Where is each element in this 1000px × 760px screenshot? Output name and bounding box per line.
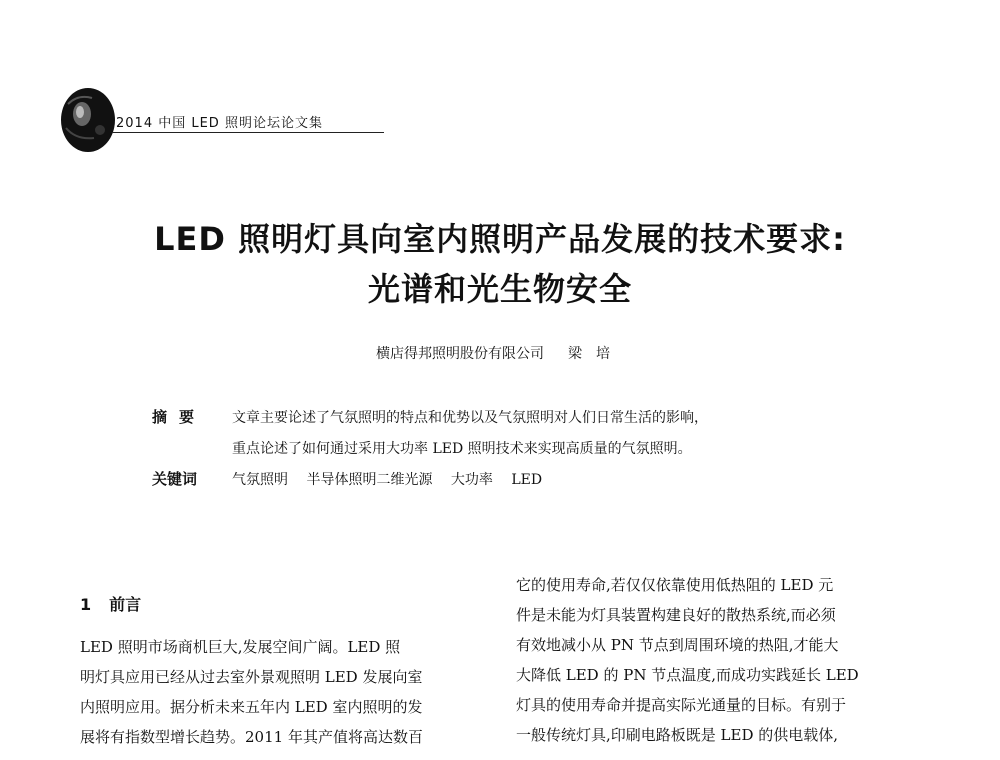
series-title: 2014 中国 LED 照明论坛论文集 [116,116,323,131]
left-column-line: 展将有指数型增长趋势。2011 年其产值将高达数百 [80,728,423,746]
section-heading [80,592,141,615]
abstract-text-line-2: 重点论述了如何通过采用大功率 LED 照明技术来实现高质量的气氛照明。 [232,441,692,457]
keywords-text: 气氛照明 半导体照明二维光源 大功率 LED [232,472,543,488]
section-number: 1 [80,595,92,614]
title-line-2: 光谱和光生物安全 [367,270,632,308]
abstract-label: 摘要 [152,408,207,426]
right-column-line: 有效地减小从 PN 节点到周围环境的热阻,才能大 [516,636,839,654]
author-name: 梁培 [568,346,624,362]
keywords-label: 关键词 [152,470,198,488]
right-column-line: 它的使用寿命,若仅仅依靠使用低热阻的 LED 元 [516,576,834,594]
conference-logo [58,84,118,154]
left-column-line: 明灯具应用已经从过去室外景观照明 LED 发展向室 [80,668,423,686]
section-title: 前言 [109,595,142,614]
affiliation [0,343,1000,363]
right-column-line: 灯具的使用寿命并提高实际光通量的目标。有别于 [516,696,847,714]
page-header [58,84,358,154]
paper-title [0,214,1000,314]
left-column-line: 内照明应用。据分析未来五年内 LED 室内照明的发 [80,698,423,716]
title-line-1: LED 照明灯具向室内照明产品发展的技术要求: [154,220,846,258]
abstract-text-line-1: 文章主要论述了气氛照明的特点和优势以及气氛照明对人们日常生活的影响， [232,410,708,426]
left-column-line: LED 照明市场商机巨大,发展空间广阔。LED 照 [80,638,401,656]
header-rule [112,132,384,133]
company-name: 横店得邦照明股份有限公司 [376,346,544,362]
right-column-line: 大降低 LED 的 PN 节点温度,而成功实践延长 LED [516,666,859,684]
right-column-line: 一般传统灯具,印刷电路板既是 LED 的供电载体, [516,726,839,744]
right-column-line: 件是未能为灯具装置构建良好的散热系统,而必须 [516,606,836,624]
